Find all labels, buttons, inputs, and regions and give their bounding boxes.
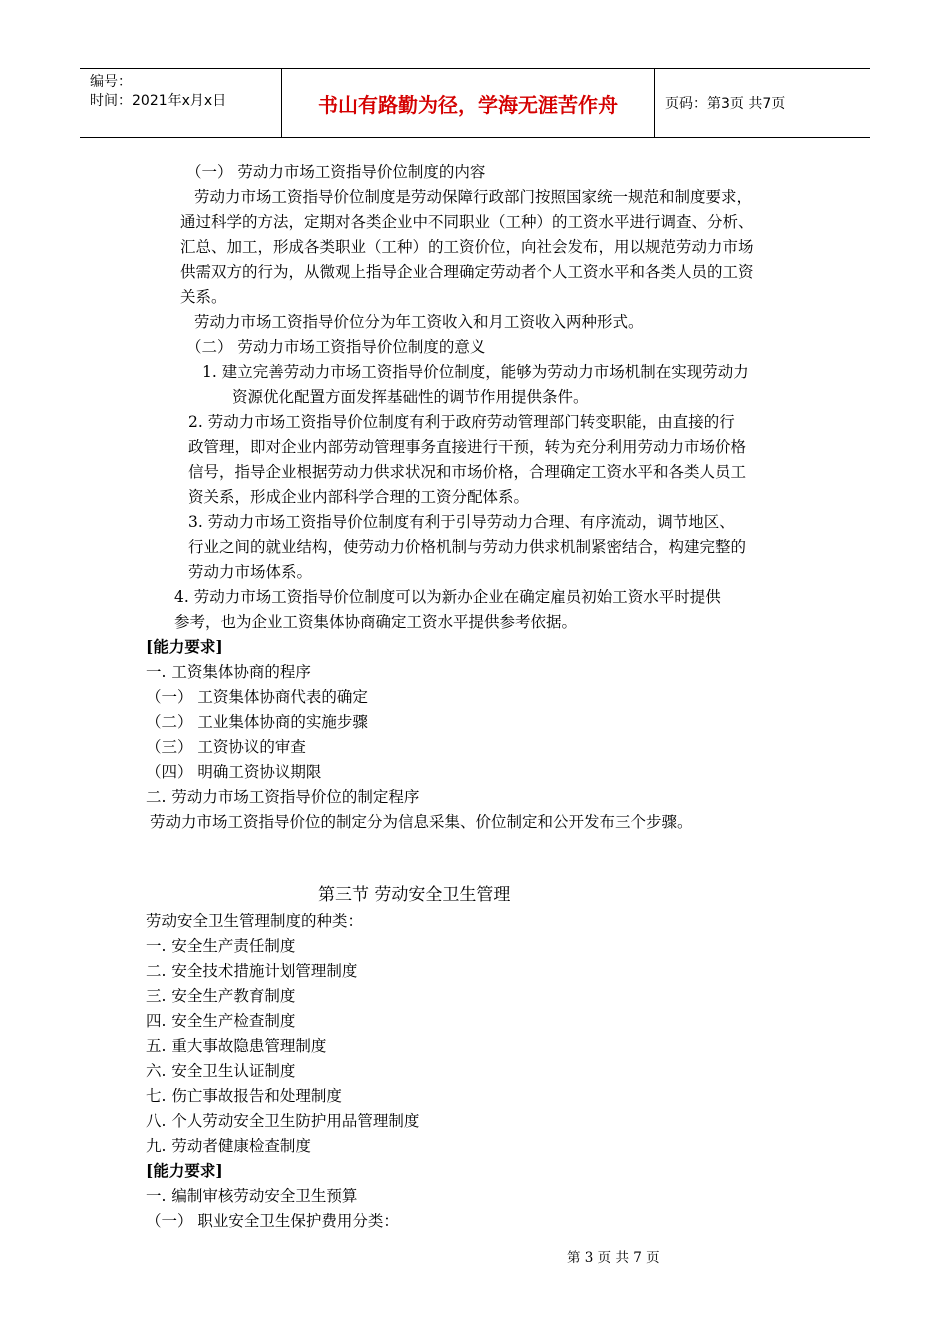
paragraph-line: 汇总、加工，形成各类职业（工种）的工资价位，向社会发布，用以规范劳动力市场 <box>180 238 754 256</box>
header-motto: 书山有路勤为径，学海无涯苦作舟 <box>282 69 655 137</box>
header-page-label: 页码：第3页 共7页 <box>665 96 786 112</box>
list-item: （三） 工资协议的审查 <box>146 738 306 756</box>
paragraph-line: 劳动力市场工资指导价位的制定分为信息采集、价位制定和公开发布三个步骤。 <box>150 813 693 831</box>
section-title: 第三节 劳动安全卫生管理 <box>318 885 511 905</box>
header-info <box>80 69 282 137</box>
list-item: 2. 劳动力市场工资指导价位制度有利于政府劳动管理部门转变职能，由直接的行 <box>188 413 735 431</box>
list-item: 六. 安全卫生认证制度 <box>146 1062 296 1080</box>
paragraph-line: 劳动力市场工资指导价位分为年工资收入和月工资收入两种形式。 <box>194 313 644 331</box>
list-item: 四. 安全生产检查制度 <box>146 1012 296 1030</box>
list-item: 九. 劳动者健康检查制度 <box>146 1137 311 1155</box>
ability-heading: [能力要求] <box>146 1161 223 1180</box>
list-item-cont: 政管理，即对企业内部劳动管理事务直接进行干预，转为充分利用劳动力市场价格 <box>188 438 747 456</box>
ability-heading: [能力要求] <box>146 637 223 656</box>
list-item: 一. 编制审核劳动安全卫生预算 <box>146 1187 358 1205</box>
list-item: 五. 重大事故隐患管理制度 <box>146 1037 327 1055</box>
page-footer: 第 3 页 共 7 页 <box>567 1250 660 1266</box>
list-item-cont: 劳动力市场体系。 <box>188 563 313 581</box>
paragraph-line: 关系。 <box>180 288 227 306</box>
page-header <box>80 68 870 138</box>
paragraph-line: 劳动力市场工资指导价位制度是劳动保障行政部门按照国家统一规范和制度要求， <box>194 188 753 206</box>
list-item: （四） 明确工资协议期限 <box>146 763 322 781</box>
paragraph-line: 通过科学的方法，定期对各类企业中不同职业（工种）的工资水平进行调查、分析、 <box>180 213 754 231</box>
subheading: （二） 劳动力市场工资指导价位制度的意义 <box>186 338 486 356</box>
list-item: （二） 工业集体协商的实施步骤 <box>146 713 368 731</box>
number-label: 编号： <box>90 74 132 90</box>
list-item: 八. 个人劳动安全卫生防护用品管理制度 <box>146 1112 420 1130</box>
time-label: 时间：2021年x月x日 <box>90 93 227 109</box>
list-item-cont: 信号，指导企业根据劳动力供求状况和市场价格，合理确定工资水平和各类人员工 <box>188 463 747 481</box>
list-item: 二. 安全技术措施计划管理制度 <box>146 962 358 980</box>
list-item: （一） 职业安全卫生保护费用分类： <box>146 1212 399 1230</box>
list-item-cont: 资源优化配置方面发挥基础性的调节作用提供条件。 <box>232 388 589 406</box>
paragraph-line: 劳动安全卫生管理制度的种类： <box>146 912 364 930</box>
list-item: 3. 劳动力市场工资指导价位制度有利于引导劳动力合理、有序流动，调节地区、 <box>188 513 735 531</box>
list-item: 一. 安全生产责任制度 <box>146 937 296 955</box>
list-item: 二. 劳动力市场工资指导价位的制定程序 <box>146 788 420 806</box>
subheading: （一） 劳动力市场工资指导价位制度的内容 <box>186 163 486 181</box>
list-item: （一） 工资集体协商代表的确定 <box>146 688 368 706</box>
list-item: 三. 安全生产教育制度 <box>146 987 296 1005</box>
list-item: 1. 建立完善劳动力市场工资指导价位制度，能够为劳动力市场机制在实现劳动力 <box>202 363 749 381</box>
list-item-cont: 行业之间的就业结构，使劳动力价格机制与劳动力供求机制紧密结合，构建完整的 <box>188 538 747 556</box>
list-item-cont: 资关系，形成企业内部科学合理的工资分配体系。 <box>188 488 530 506</box>
list-item-cont: 参考，也为企业工资集体协商确定工资水平提供参考依据。 <box>174 613 578 631</box>
paragraph-line: 供需双方的行为，从微观上指导企业合理确定劳动者个人工资水平和各类人员的工资 <box>180 263 754 281</box>
list-item: 七. 伤亡事故报告和处理制度 <box>146 1087 342 1105</box>
list-item: 4. 劳动力市场工资指导价位制度可以为新办企业在确定雇员初始工资水平时提供 <box>174 588 721 606</box>
list-item: 一. 工资集体协商的程序 <box>146 663 311 681</box>
